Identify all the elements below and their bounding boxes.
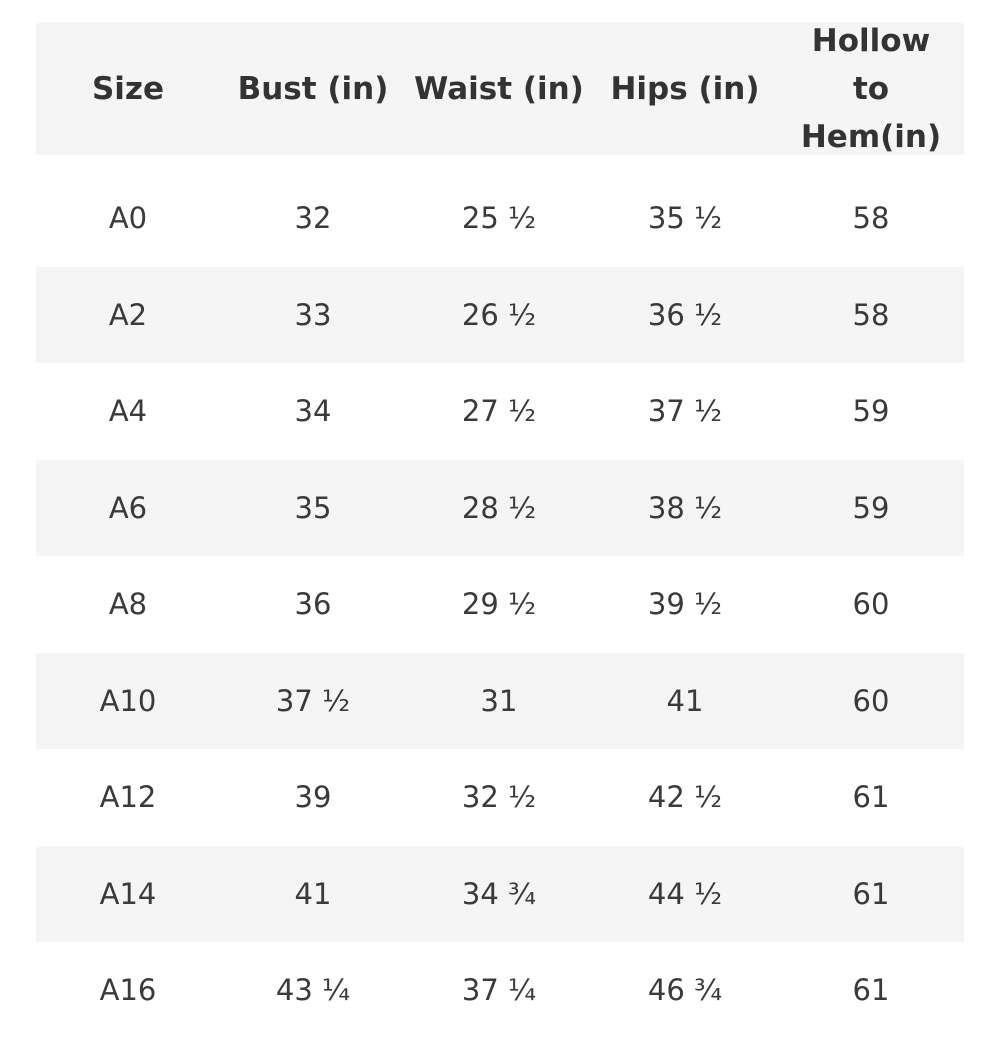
table-row bbox=[36, 460, 964, 557]
cell-bust: 36 bbox=[294, 587, 332, 622]
cell-size: A6 bbox=[108, 490, 148, 525]
cell-hips: 36 ½ bbox=[647, 297, 723, 332]
cell-waist: 32 ½ bbox=[461, 780, 537, 815]
cell-hips: 46 ¾ bbox=[647, 973, 723, 1008]
size-chart-table bbox=[36, 22, 964, 1039]
cell-bust: 41 bbox=[294, 876, 332, 911]
cell-hips: 42 ½ bbox=[647, 780, 723, 815]
cell-bust: 34 bbox=[294, 394, 332, 429]
cell-hollow-to-hem: 59 bbox=[852, 490, 890, 525]
cell-hips: 38 ½ bbox=[647, 490, 723, 525]
header-bust: Bust (in) bbox=[237, 70, 389, 107]
cell-waist: 34 ¾ bbox=[461, 876, 537, 911]
cell-hips: 37 ½ bbox=[647, 394, 723, 429]
table-row bbox=[36, 170, 964, 267]
cell-waist: 29 ½ bbox=[461, 587, 537, 622]
header-hips: Hips (in) bbox=[610, 70, 760, 107]
cell-bust: 43 ¼ bbox=[275, 973, 351, 1008]
cell-bust: 33 bbox=[294, 297, 332, 332]
cell-size: A14 bbox=[99, 876, 157, 911]
table-row bbox=[36, 267, 964, 364]
cell-hips: 44 ½ bbox=[647, 876, 723, 911]
table-row bbox=[36, 846, 964, 943]
table-header-row bbox=[36, 22, 964, 155]
cell-waist: 27 ½ bbox=[461, 394, 537, 429]
cell-waist: 25 ½ bbox=[461, 201, 537, 236]
cell-size: A0 bbox=[108, 201, 148, 236]
cell-hollow-to-hem: 61 bbox=[852, 973, 890, 1008]
cell-hollow-to-hem: 61 bbox=[852, 876, 890, 911]
table-row bbox=[36, 749, 964, 846]
cell-size: A12 bbox=[99, 780, 157, 815]
cell-hips: 39 ½ bbox=[647, 587, 723, 622]
cell-waist: 26 ½ bbox=[461, 297, 537, 332]
cell-hollow-to-hem: 59 bbox=[852, 394, 890, 429]
cell-bust: 32 bbox=[294, 201, 332, 236]
cell-hips: 41 bbox=[666, 683, 704, 718]
cell-waist: 28 ½ bbox=[461, 490, 537, 525]
table-row bbox=[36, 556, 964, 653]
cell-waist: 37 ¼ bbox=[461, 973, 537, 1008]
cell-bust: 39 bbox=[294, 780, 332, 815]
cell-bust: 35 bbox=[294, 490, 332, 525]
cell-hollow-to-hem: 58 bbox=[852, 297, 890, 332]
header-hollow-to-hem: Hollow to Hem(in) bbox=[800, 22, 942, 155]
table-row bbox=[36, 653, 964, 750]
header-size: Size bbox=[91, 70, 165, 107]
table-body bbox=[36, 170, 964, 1039]
cell-size: A8 bbox=[108, 587, 148, 622]
cell-hollow-to-hem: 61 bbox=[852, 780, 890, 815]
cell-hips: 35 ½ bbox=[647, 201, 723, 236]
cell-size: A16 bbox=[99, 973, 157, 1008]
table-row bbox=[36, 942, 964, 1039]
cell-hollow-to-hem: 60 bbox=[852, 587, 890, 622]
table-row bbox=[36, 363, 964, 460]
cell-bust: 37 ½ bbox=[275, 683, 351, 718]
cell-waist: 31 bbox=[480, 683, 518, 718]
cell-size: A2 bbox=[108, 297, 148, 332]
header-waist: Waist (in) bbox=[414, 70, 584, 107]
cell-size: A10 bbox=[99, 683, 157, 718]
cell-hollow-to-hem: 58 bbox=[852, 201, 890, 236]
cell-size: A4 bbox=[108, 394, 148, 429]
cell-hollow-to-hem: 60 bbox=[852, 683, 890, 718]
